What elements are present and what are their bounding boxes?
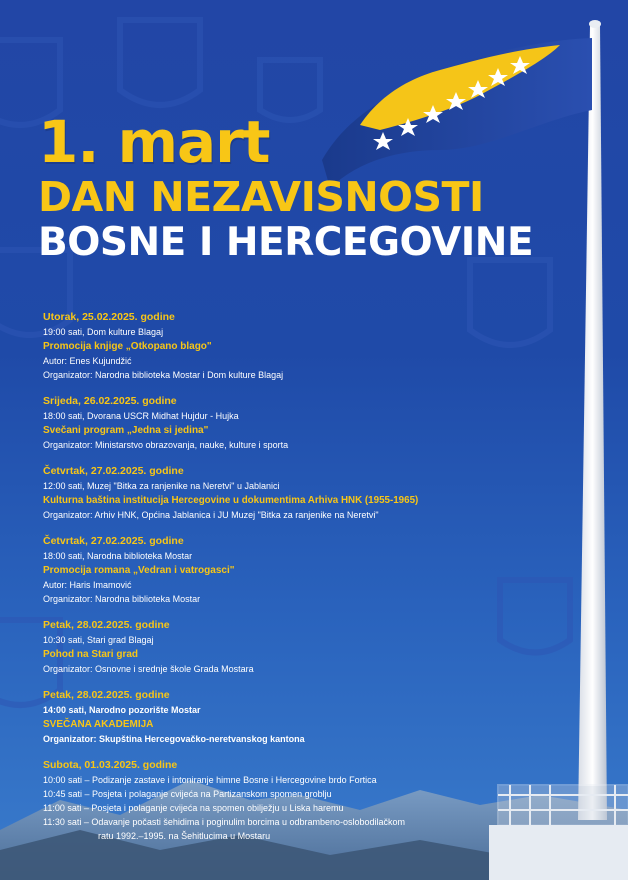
event-date: Utorak, 25.02.2025. godine xyxy=(43,311,175,323)
event-title: Svečani program „Jedna si jedina" xyxy=(43,425,209,436)
schedule-line: 10:00 sati – Podizanje zastave i intoniranje himne Bosne i Hercegovine brdo Fortica xyxy=(43,775,377,785)
event-title: Promocija romana „Vedran i vatrogasci" xyxy=(43,565,235,576)
event-time-place: 18:00 sati, Narodna biblioteka Mostar xyxy=(43,551,193,561)
schedule-line: 11:30 sati – Odavanje počasti šehidima i poginulim borcima u odbrambeno-oslobodilačkom xyxy=(43,817,406,827)
schedule-line: 11:00 sati – Posjeta i polaganje cvijeća na spomen obilježju u Liska haremu xyxy=(43,803,344,813)
headline-title: DAN NEZAVISNOSTI xyxy=(38,173,484,221)
event-item xyxy=(43,464,563,522)
event-author: Autor: Haris Imamović xyxy=(43,580,132,590)
event-time-place: 19:00 sati, Dom kulture Blagaj xyxy=(43,327,164,337)
headline-subtitle: BOSNE I HERCEGOVINE xyxy=(38,220,534,265)
event-title: Kulturna baština institucija Hercegovine u dokumentima Arhiva HNK (1955-1965) xyxy=(43,495,419,506)
headline-date: 1. mart xyxy=(38,108,270,176)
event-item xyxy=(43,534,563,606)
event-title: Promocija knjige „Otkopano blago" xyxy=(43,341,212,352)
event-date: Četvrtak, 27.02.2025. godine xyxy=(43,535,184,547)
event-organizer: Organizator: Osnovne i srednje škole Grada Mostara xyxy=(43,664,254,674)
event-organizer: Organizator: Narodna biblioteka Mostar i Dom kulture Blagaj xyxy=(43,370,284,380)
event-list xyxy=(43,310,563,855)
event-date: Petak, 28.02.2025. godine xyxy=(43,619,170,631)
event-time-place: 12:00 sati, Muzej "Bitka za ranjenike na Neretvi" u Jablanici xyxy=(43,481,280,491)
event-date: Subota, 01.03.2025. godine xyxy=(43,759,178,771)
event-organizer: Organizator: Narodna biblioteka Mostar xyxy=(43,594,201,604)
event-organizer: Organizator: Arhiv HNK, Općina Jablanica i JU Muzej "Bitka za ranjenike na Neretvi" xyxy=(43,510,379,520)
schedule-line: 10:45 sati – Posjeta i polaganje cvijeća na Partizanskom spomen groblju xyxy=(43,789,332,799)
event-item xyxy=(43,310,563,382)
flagpole xyxy=(578,20,607,820)
event-time-place: 18:00 sati, Dvorana USCR Midhat Hujdur - Hujka xyxy=(43,411,239,421)
event-date: Petak, 28.02.2025. godine xyxy=(43,689,170,701)
event-title: Pohod na Stari grad xyxy=(43,649,139,660)
event-author: Autor: Enes Kujundžić xyxy=(43,356,132,366)
event-date: Srijeda, 26.02.2025. godine xyxy=(43,395,177,407)
final-event xyxy=(43,758,563,843)
headline xyxy=(38,110,578,266)
event-item xyxy=(43,394,563,452)
event-time-place: 10:30 sati, Stari grad Blagaj xyxy=(43,635,154,645)
event-title: SVEČANA AKADEMIJA xyxy=(43,719,154,730)
event-item xyxy=(43,618,563,676)
event-organizer: Organizator: Skupština Hercegovačko-neretvanskog kantona xyxy=(43,734,305,744)
event-date: Četvrtak, 27.02.2025. godine xyxy=(43,465,184,477)
schedule-line-continuation: ratu 1992.–1995. na Šehitlucima u Mostaru xyxy=(98,831,271,841)
event-item xyxy=(43,688,563,746)
event-organizer: Organizator: Ministarstvo obrazovanja, nauke, kulture i sporta xyxy=(43,440,289,450)
event-time-place: 14:00 sati, Narodno pozorište Mostar xyxy=(43,705,201,715)
